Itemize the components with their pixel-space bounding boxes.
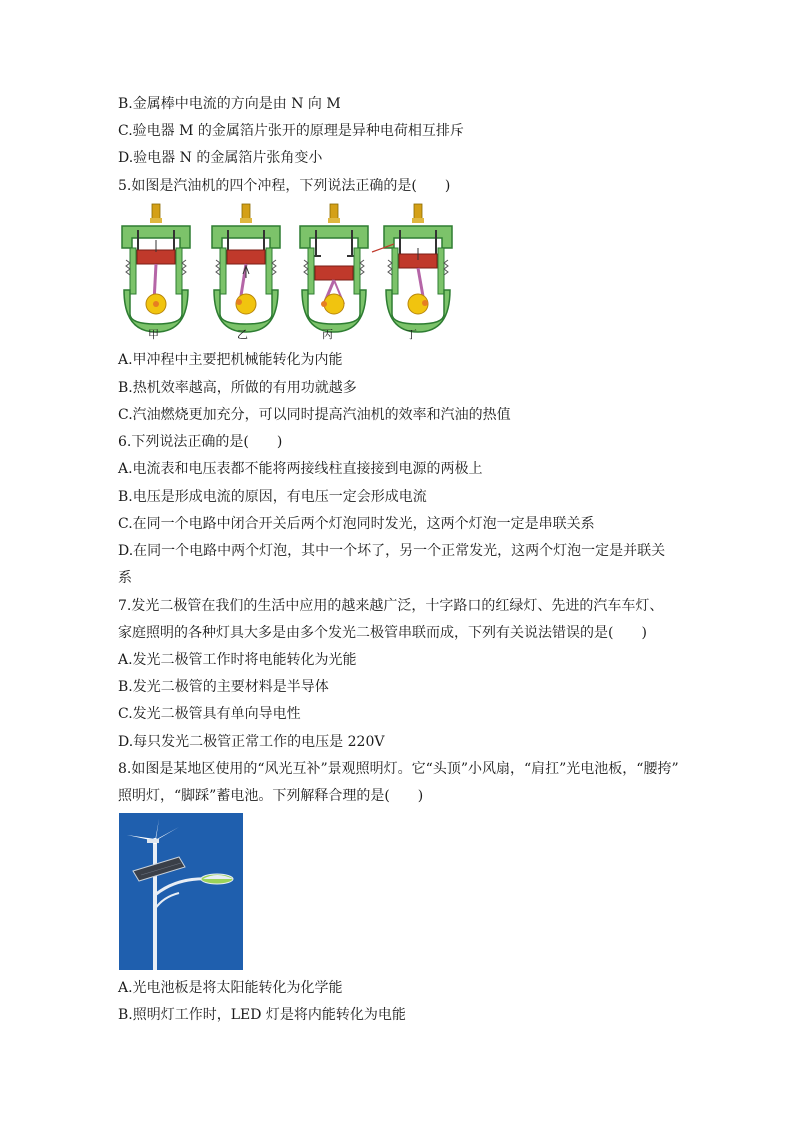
question-7-line1: 7.发光二极管在我们的生活中应用的越来越广泛，十字路口的红绿灯、先进的汽车车灯、 (118, 598, 664, 614)
engine-yi (212, 204, 280, 332)
question-6: 6.下列说法正确的是( ) (118, 434, 283, 450)
wind-solar-lamp-image (119, 813, 243, 970)
option-d-q6: D.在同一个电路中两个灯泡，其中一个坏了，另一个正常发光，这两个灯泡一定是并联关 (118, 543, 666, 559)
option-a-q6: A.电流表和电压表都不能将两接线柱直接接到电源的两极上 (118, 461, 483, 477)
question-7-line2: 家庭照明的各种灯具大多是由多个发光二极管串联而成，下列有关说法错误的是( ) (118, 625, 647, 641)
option-b-q8: B.照明灯工作时，LED 灯是将内能转化为电能 (118, 1007, 406, 1023)
option-b-q4: B.金属棒中电流的方向是由 N 向 M (118, 96, 341, 112)
question-8-line2: 照明灯，“脚踩”蓄电池。下列解释合理的是( ) (118, 788, 424, 804)
caption-yi: 乙 (237, 328, 248, 341)
engine-strokes-figure (116, 200, 456, 346)
option-c-q4: C.验电器 M 的金属箔片张开的原理是异种电荷相互排斥 (118, 123, 464, 139)
engine-bing (300, 204, 368, 332)
option-b-q6: B.电压是形成电流的原因，有电压一定会形成电流 (118, 489, 427, 505)
question-8-line1: 8.如图是某地区使用的“风光互补”景观照明灯。它“头顶”小风扇，“肩扛”光电池板，“腰挎” (118, 761, 679, 777)
option-d-q4: D.验电器 N 的金属箔片张角变小 (118, 150, 323, 166)
question-5: 5.如图是汽油机的四个冲程，下列说法正确的是( ) (118, 178, 451, 194)
option-c-q5: C.汽油燃烧更加充分，可以同时提高汽油机的效率和汽油的热值 (118, 407, 511, 423)
option-c-q7: C.发光二极管具有单向导电性 (118, 706, 301, 722)
engine-ding (372, 204, 452, 332)
option-b-q5: B.热机效率越高，所做的有用功就越多 (118, 380, 357, 396)
option-c-q6: C.在同一个电路中闭合开关后两个灯泡同时发光，这两个灯泡一定是串联关系 (118, 516, 595, 532)
caption-ding: 丁 (406, 328, 417, 341)
caption-jia: 甲 (148, 328, 159, 341)
option-a-q5: A.甲冲程中主要把机械能转化为内能 (118, 352, 343, 368)
engine-jia (122, 204, 190, 332)
option-b-q7: B.发光二极管的主要材料是半导体 (118, 679, 329, 695)
option-a-q7: A.发光二极管工作时将电能转化为光能 (118, 652, 357, 668)
caption-bing: 丙 (322, 328, 333, 341)
option-d-q7: D.每只发光二极管正常工作的电压是 220V (118, 734, 385, 750)
option-a-q8: A.光电池板是将太阳能转化为化学能 (118, 980, 343, 996)
option-d-q6-cont: 系 (118, 570, 132, 586)
